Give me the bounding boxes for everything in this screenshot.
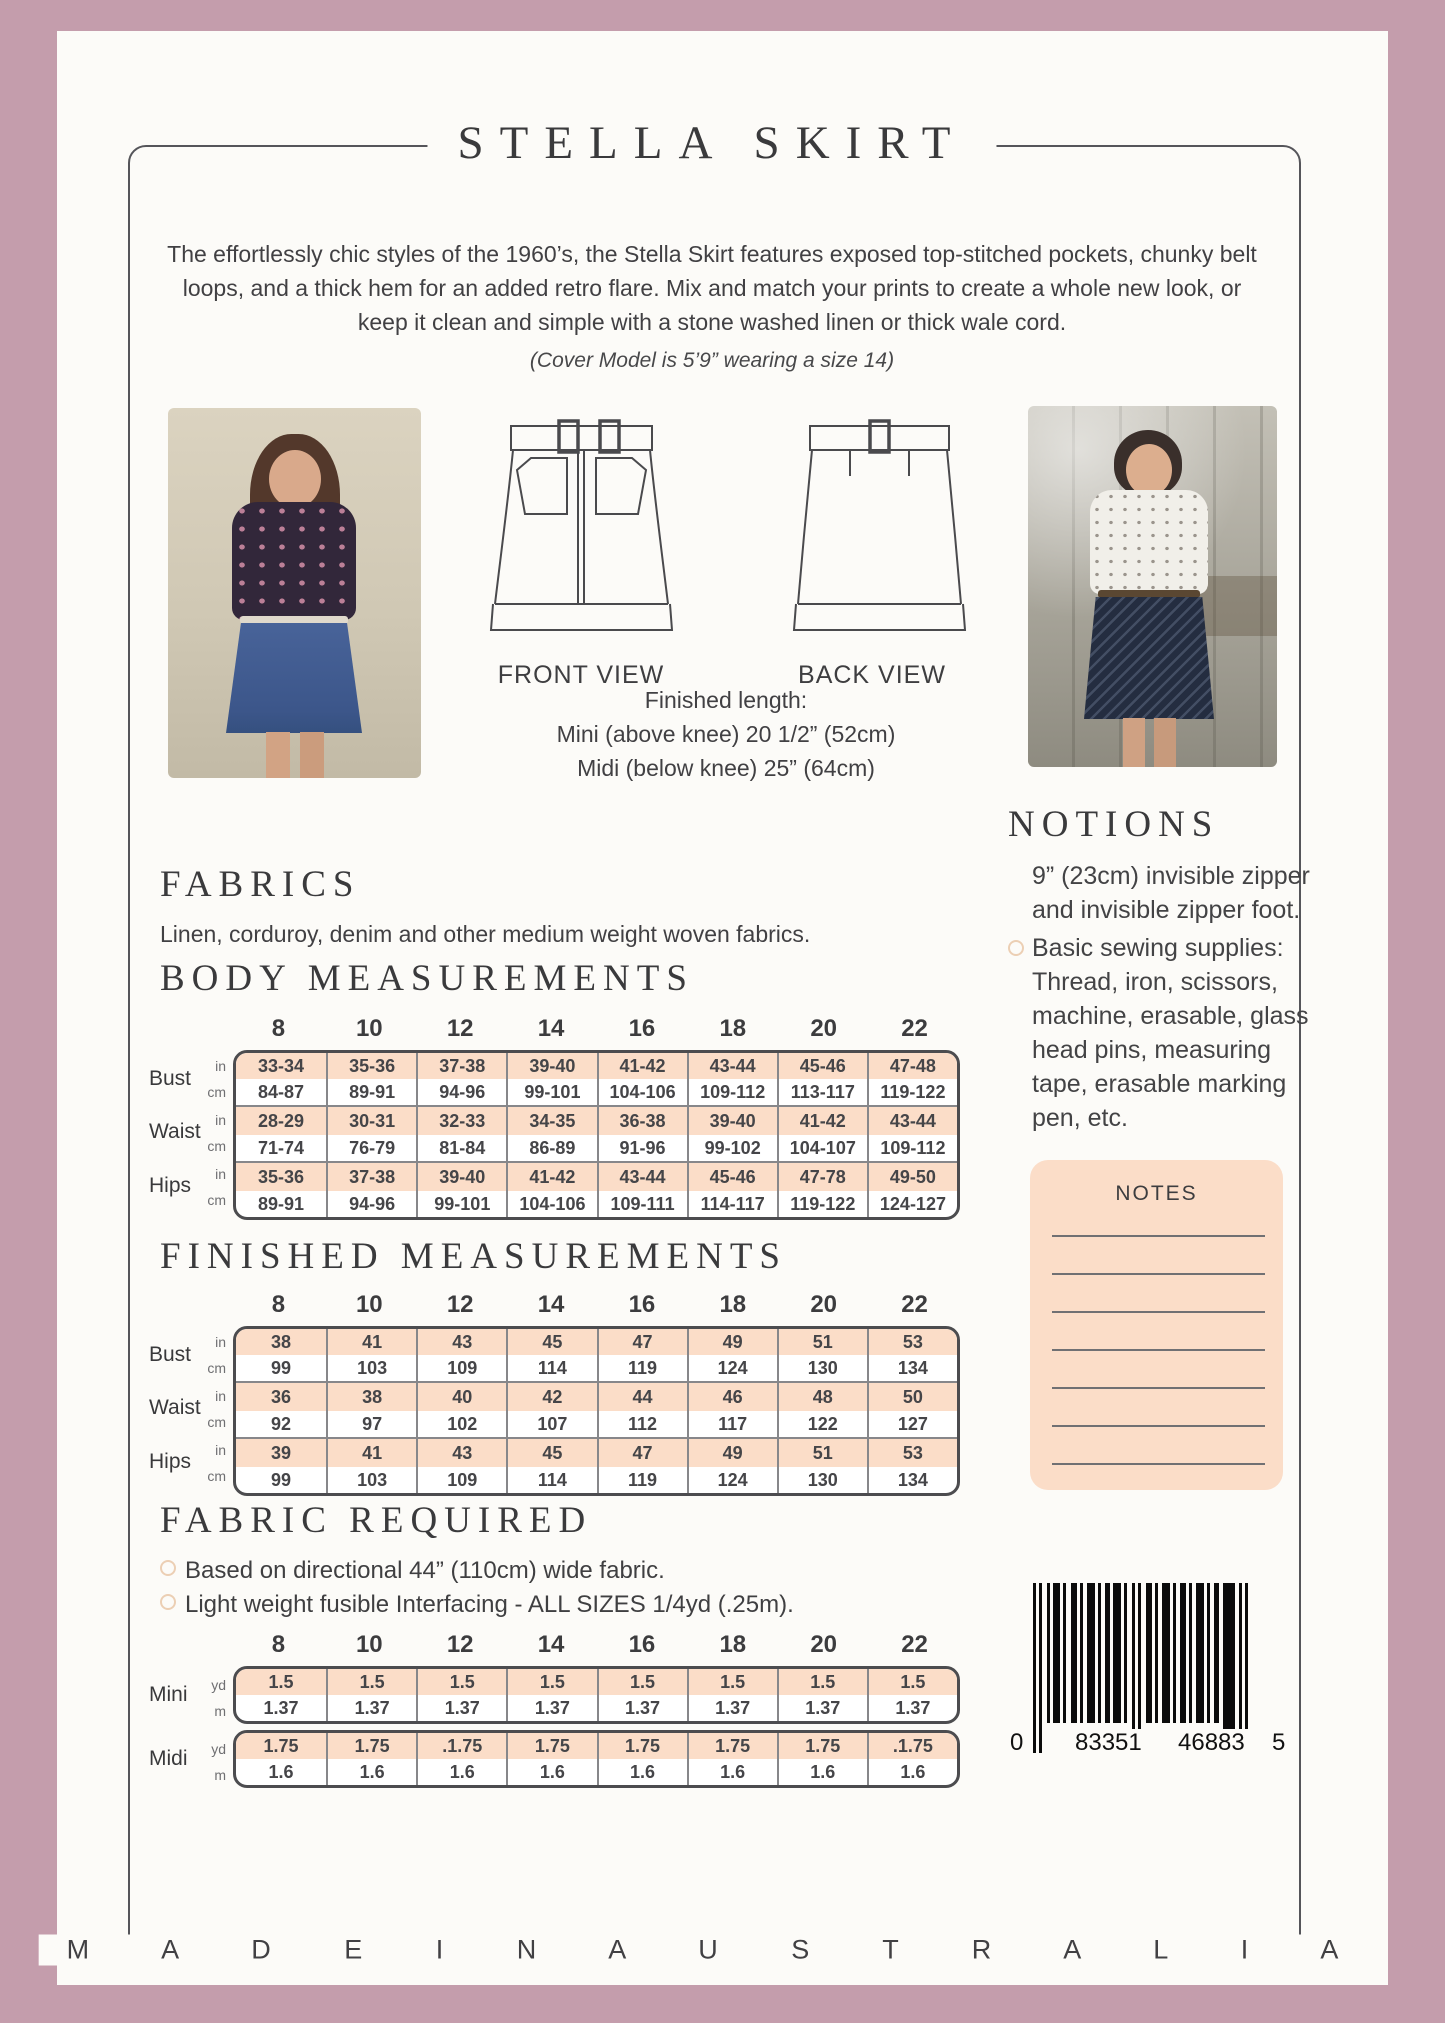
table-cell: 40 <box>416 1383 506 1411</box>
table-cell: 47 <box>597 1439 687 1467</box>
row-label: Bust <box>149 1067 192 1090</box>
table-cell: 1.5 <box>687 1669 777 1695</box>
table-cell: cm <box>207 1414 226 1430</box>
table-cell: 47 <box>597 1329 687 1355</box>
model-leg <box>266 732 290 778</box>
notions-item <box>1008 931 1316 1135</box>
table-cell: 89-91 <box>326 1079 416 1105</box>
table-cell: 134 <box>867 1467 957 1493</box>
table-cell: 92 <box>271 1414 292 1434</box>
table-cell: 16 <box>628 1631 656 1658</box>
barcode-digits: 46883 <box>1175 1729 1248 1757</box>
table-row <box>236 1381 957 1411</box>
model-face <box>269 450 321 508</box>
front-view-label: FRONT VIEW <box>497 661 665 689</box>
model-leg <box>1123 718 1145 767</box>
description-line: keep it clean and simple with a stone washed linen or thick wale cord. <box>357 309 1067 335</box>
table-row <box>236 1467 957 1493</box>
fabric-required-bullet <box>160 1591 794 1619</box>
table-cell: 1.37 <box>597 1695 687 1721</box>
table-cell: 35-36 <box>326 1053 416 1079</box>
table-cell: 48 <box>777 1383 867 1411</box>
table-cell: 14 <box>537 1291 565 1318</box>
table-cell: 49-50 <box>867 1163 957 1191</box>
table-cell: 103 <box>326 1355 416 1381</box>
table-cell: 41-42 <box>506 1163 596 1191</box>
table-cell: 114 <box>506 1355 596 1381</box>
table-cell: 119-122 <box>867 1079 957 1105</box>
table-cell: 1.37 <box>326 1695 416 1721</box>
unit-labels <box>201 1105 233 1159</box>
table-cell: .1.75 <box>416 1733 506 1759</box>
table-cell: 91-96 <box>597 1135 687 1161</box>
table-values <box>233 1730 960 1788</box>
notes-writing-line <box>1052 1463 1265 1465</box>
page-title: STELLA SKIRT <box>427 116 996 170</box>
table-cell: 46 <box>687 1383 777 1411</box>
table-cell: yd <box>211 1741 226 1757</box>
table-cell: 1.37 <box>263 1698 299 1718</box>
notions-item: 9” (23cm) invisible zipper and invisible zipper foot. <box>1032 862 1310 924</box>
table-cell: 43-44 <box>867 1107 957 1135</box>
table-values <box>233 1050 960 1220</box>
table-cell: 127 <box>867 1411 957 1437</box>
table-cell: 1.6 <box>867 1759 957 1785</box>
table-cell: 14 <box>537 1631 565 1658</box>
table-row <box>236 1135 957 1161</box>
model-belt <box>1098 590 1200 598</box>
table-cell: 45 <box>506 1329 596 1355</box>
table-cell: 1.5 <box>597 1669 687 1695</box>
bullet-text: Light weight fusible Interfacing - ALL SIZES 1/4yd (.25m). <box>185 1591 794 1618</box>
table-cell: 99-101 <box>416 1191 506 1217</box>
unit-labels <box>201 1053 233 1105</box>
table-cell: 124-127 <box>867 1191 957 1217</box>
table-cell: 1.6 <box>326 1759 416 1785</box>
cover-photo-front <box>168 408 421 778</box>
table-cell: 1.37 <box>867 1695 957 1721</box>
table-cell: 22 <box>901 1015 928 1042</box>
table-cell: m <box>214 1703 226 1719</box>
table-cell: 34-35 <box>506 1107 596 1135</box>
model-denim-skirt <box>226 623 362 733</box>
finished-measurements-table <box>149 1291 960 1496</box>
table-cell: 43-44 <box>687 1053 777 1079</box>
model-face <box>1126 444 1172 496</box>
back-view-label: BACK VIEW <box>798 661 946 689</box>
table-cell: 104-106 <box>506 1191 596 1217</box>
table-cell: 43-44 <box>597 1163 687 1191</box>
table-cell: 38 <box>271 1332 292 1352</box>
bullet-text: Based on directional 44” (110cm) wide fabric. <box>185 1557 665 1584</box>
table-cell: 71-74 <box>258 1138 305 1158</box>
table-cell: 32-33 <box>416 1107 506 1135</box>
back-view-sketch <box>778 408 981 650</box>
table-row <box>236 1759 957 1785</box>
notes-writing-line <box>1052 1387 1265 1389</box>
table-cell: 36 <box>271 1387 292 1407</box>
row-label: Bust <box>149 1343 192 1366</box>
table-cell: 1.75 <box>263 1736 299 1756</box>
table-cell: 114-117 <box>687 1191 777 1217</box>
table-cell: 41-42 <box>777 1107 867 1135</box>
table-cell: 130 <box>777 1355 867 1381</box>
row-label: Hips <box>149 1450 192 1473</box>
table-cell: 1.6 <box>506 1759 596 1785</box>
table-cell: in <box>215 1112 226 1128</box>
table-cell: 47-48 <box>867 1053 957 1079</box>
bullet-circle-icon <box>1008 940 1024 956</box>
barcode-digit: 5 <box>1269 1729 1288 1757</box>
table-cell: 1.37 <box>687 1695 777 1721</box>
table-cell: 14 <box>537 1015 565 1042</box>
notes-heading: NOTES <box>1115 1182 1198 1205</box>
table-cell: 1.37 <box>416 1695 506 1721</box>
table-cell: 18 <box>719 1631 747 1658</box>
table-cell: 103 <box>326 1467 416 1493</box>
table-cell: cm <box>207 1192 226 1208</box>
notes-writing-line <box>1052 1425 1265 1427</box>
table-cell: 102 <box>416 1411 506 1437</box>
notions-list <box>1008 859 1316 1139</box>
table-row <box>236 1437 957 1467</box>
bullet-circle-icon <box>160 1560 176 1576</box>
description-line: loops, and a thick hem for an added retro flare. Mix and match your prints to create a whole new look, or <box>182 275 1242 301</box>
table-values <box>233 1666 960 1724</box>
table-cell: 99-102 <box>687 1135 777 1161</box>
table-cell: 119-122 <box>777 1191 867 1217</box>
table-cell: 112 <box>597 1411 687 1437</box>
body-measurements-heading: BODY MEASUREMENTS <box>160 958 694 999</box>
table-cell: 109 <box>416 1467 506 1493</box>
table-cell: cm <box>207 1468 226 1484</box>
fabric-required-bullet <box>160 1557 665 1585</box>
table-cell: 51 <box>777 1439 867 1467</box>
table-cell: 1.6 <box>416 1759 506 1785</box>
table-cell: 39 <box>271 1443 292 1463</box>
table-cell: 76-79 <box>326 1135 416 1161</box>
upc-barcode <box>1007 1583 1287 1783</box>
table-cell: 89-91 <box>258 1194 305 1214</box>
table-cell: 18 <box>719 1291 747 1318</box>
table-cell: 45-46 <box>687 1163 777 1191</box>
table-cell: 20 <box>810 1015 838 1042</box>
table-cell: 39-40 <box>416 1163 506 1191</box>
table-cell: 130 <box>777 1467 867 1493</box>
table-cell: 51 <box>777 1329 867 1355</box>
barcode-digit: 0 <box>1007 1729 1026 1757</box>
table-cell: .1.75 <box>867 1733 957 1759</box>
table-cell: 99 <box>271 1470 292 1490</box>
table-cell: 12 <box>446 1291 474 1318</box>
front-view-sketch <box>473 408 690 650</box>
fabric-required-table <box>149 1631 960 1788</box>
table-row <box>236 1733 957 1759</box>
model-leg <box>1154 718 1176 767</box>
table-cell: 45 <box>506 1439 596 1467</box>
row-label-column <box>149 1050 233 1220</box>
table-cell: 107 <box>506 1411 596 1437</box>
table-cell: 97 <box>326 1411 416 1437</box>
table-cell: 39-40 <box>687 1107 777 1135</box>
notes-writing-line <box>1052 1235 1265 1237</box>
table-cell: 12 <box>446 1631 474 1658</box>
table-cell: 49 <box>687 1439 777 1467</box>
table-cell: in <box>215 1442 226 1458</box>
table-cell: 99 <box>271 1358 292 1378</box>
table-cell: 109 <box>416 1355 506 1381</box>
table-row <box>236 1161 957 1191</box>
table-cell: 49 <box>687 1329 777 1355</box>
table-cell: 28-29 <box>258 1111 305 1131</box>
size-header-row <box>233 1015 960 1043</box>
table-cell: 47-78 <box>777 1163 867 1191</box>
table-cell: 94-96 <box>326 1191 416 1217</box>
unit-labels <box>201 1381 233 1435</box>
table-cell: 12 <box>446 1015 474 1042</box>
table-cell: 20 <box>810 1631 838 1658</box>
table-cell: 1.5 <box>867 1669 957 1695</box>
unit-labels <box>201 1159 233 1213</box>
notions-item-text: Basic sewing supplies: Thread, iron, scissors, machine, erasable, glass head pins, measuring tape, erasable marking pen, etc. <box>1032 934 1309 1132</box>
table-cell: 99-101 <box>506 1079 596 1105</box>
table-row <box>236 1079 957 1105</box>
table-cell: 16 <box>628 1291 656 1318</box>
table-cell: 41-42 <box>597 1053 687 1079</box>
table-cell: in <box>215 1058 226 1074</box>
table-cell: 35-36 <box>258 1167 305 1187</box>
table-row <box>236 1695 957 1721</box>
model-white-blouse <box>1090 490 1208 594</box>
table-cell: 10 <box>355 1631 383 1658</box>
table-row <box>236 1053 957 1079</box>
table-cell: 134 <box>867 1355 957 1381</box>
notes-writing-line <box>1052 1273 1265 1275</box>
made-in-australia-label: M A D E I N A U S T R A L I A <box>39 1935 1386 1966</box>
table-cell: 44 <box>597 1383 687 1411</box>
table-cell: 36-38 <box>597 1107 687 1135</box>
table-cell: cm <box>207 1084 226 1100</box>
table-values <box>233 1326 960 1496</box>
cover-model-note: (Cover Model is 5’9” wearing a size 14) <box>529 349 895 372</box>
table-cell: 39-40 <box>506 1053 596 1079</box>
table-cell: 8 <box>271 1015 286 1042</box>
table-cell: in <box>215 1334 226 1350</box>
table-cell: 38 <box>326 1383 416 1411</box>
table-cell: 104-106 <box>597 1079 687 1105</box>
table-cell: 1.6 <box>268 1762 294 1782</box>
table-cell: 41 <box>326 1329 416 1355</box>
table-cell: in <box>215 1166 226 1182</box>
table-cell: 53 <box>867 1329 957 1355</box>
table-cell: 30-31 <box>326 1107 416 1135</box>
table-cell: 1.5 <box>268 1672 294 1692</box>
size-header-row <box>233 1291 960 1319</box>
unit-labels <box>201 1730 233 1788</box>
row-label: Midi <box>149 1747 188 1770</box>
model-floral-blouse <box>232 502 356 620</box>
body-measurements-table <box>149 1015 960 1220</box>
table-cell: 22 <box>901 1631 928 1658</box>
table-cell: 1.5 <box>416 1669 506 1695</box>
notes-writing-line <box>1052 1349 1265 1351</box>
unit-labels <box>201 1329 233 1381</box>
fabric-required-heading: FABRIC REQUIRED <box>160 1500 593 1541</box>
table-cell: in <box>215 1388 226 1404</box>
size-header-row <box>233 1631 960 1659</box>
model-leg <box>300 732 324 778</box>
table-row <box>236 1329 957 1355</box>
finished-measurements-heading: FINISHED MEASUREMENTS <box>160 1236 788 1277</box>
table-cell: 1.75 <box>777 1733 867 1759</box>
table-cell: 8 <box>271 1631 286 1658</box>
table-cell: 8 <box>271 1291 286 1318</box>
table-cell: yd <box>211 1677 226 1693</box>
table-cell: 1.75 <box>597 1733 687 1759</box>
table-cell: 86-89 <box>506 1135 596 1161</box>
fabrics-heading: FABRICS <box>160 864 361 905</box>
table-cell: 1.6 <box>597 1759 687 1785</box>
table-cell: 10 <box>355 1291 383 1318</box>
notions-heading: NOTIONS <box>1008 804 1220 845</box>
product-description <box>152 237 1272 339</box>
table-cell: 124 <box>687 1467 777 1493</box>
table-cell: 45-46 <box>777 1053 867 1079</box>
table-row <box>236 1355 957 1381</box>
table-cell: 22 <box>901 1291 928 1318</box>
table-cell: 117 <box>687 1411 777 1437</box>
table-cell: 81-84 <box>416 1135 506 1161</box>
row-label: Hips <box>149 1174 192 1197</box>
notes-writing-line <box>1052 1311 1265 1313</box>
table-cell: 43 <box>416 1329 506 1355</box>
row-label: Waist <box>149 1396 201 1419</box>
row-label-column <box>149 1730 233 1788</box>
notes-box <box>1030 1160 1283 1490</box>
table-cell: cm <box>207 1138 226 1154</box>
table-cell: 1.37 <box>777 1695 867 1721</box>
table-cell: m <box>214 1767 226 1783</box>
table-cell: 1.5 <box>777 1669 867 1695</box>
table-cell: 1.37 <box>506 1695 596 1721</box>
table-cell: 18 <box>719 1015 747 1042</box>
table-cell: 122 <box>777 1411 867 1437</box>
table-cell: 50 <box>867 1383 957 1411</box>
table-cell: 37-38 <box>416 1053 506 1079</box>
description-line: The effortlessly chic styles of the 1960’s, the Stella Skirt features exposed top-stitched pockets, chunky belt <box>167 241 1257 267</box>
table-cell: 109-112 <box>867 1135 957 1161</box>
envelope-page <box>57 31 1388 1985</box>
fabrics-text: Linen, corduroy, denim and other medium weight woven fabrics. <box>160 921 811 947</box>
table-cell: 113-117 <box>777 1079 867 1105</box>
table-cell: 41 <box>326 1439 416 1467</box>
table-cell: 84-87 <box>258 1082 305 1102</box>
finished-length-line: Midi (below knee) 25” (64cm) <box>577 755 875 781</box>
finished-length-note <box>526 683 926 785</box>
table-cell: cm <box>207 1360 226 1376</box>
table-cell: 53 <box>867 1439 957 1467</box>
row-label-column <box>149 1666 233 1724</box>
table-cell: 1.5 <box>326 1669 416 1695</box>
table-cell: 109-111 <box>597 1191 687 1217</box>
table-cell: 94-96 <box>416 1079 506 1105</box>
barcode-digits: 83351 <box>1072 1729 1145 1757</box>
table-cell: 1.6 <box>687 1759 777 1785</box>
table-cell: 114 <box>506 1467 596 1493</box>
table-cell: 104-107 <box>777 1135 867 1161</box>
table-cell: 43 <box>416 1439 506 1467</box>
table-row <box>236 1411 957 1437</box>
table-cell: 119 <box>597 1355 687 1381</box>
finished-length-line: Finished length: <box>644 687 808 713</box>
table-cell: 20 <box>810 1291 838 1318</box>
table-row <box>236 1105 957 1135</box>
unit-labels <box>201 1666 233 1724</box>
table-cell: 16 <box>628 1015 656 1042</box>
table-cell: 119 <box>597 1467 687 1493</box>
table-cell: 33-34 <box>258 1056 305 1076</box>
table-cell: 1.75 <box>326 1733 416 1759</box>
cover-photo-back <box>1028 406 1277 767</box>
row-label-column <box>149 1326 233 1496</box>
table-cell: 42 <box>506 1383 596 1411</box>
table-cell: 1.75 <box>506 1733 596 1759</box>
table-cell: 1.6 <box>777 1759 867 1785</box>
table-cell: 124 <box>687 1355 777 1381</box>
model-belt <box>240 616 348 624</box>
finished-length-line: Mini (above knee) 20 1/2” (52cm) <box>556 721 896 747</box>
table-row <box>236 1669 957 1695</box>
row-label: Waist <box>149 1120 201 1143</box>
table-cell: 1.5 <box>506 1669 596 1695</box>
bullet-circle-icon <box>160 1594 176 1610</box>
table-cell: 37-38 <box>326 1163 416 1191</box>
table-cell: 109-112 <box>687 1079 777 1105</box>
table-cell: 10 <box>355 1015 383 1042</box>
row-label: Mini <box>149 1683 188 1706</box>
table-cell: 1.75 <box>687 1733 777 1759</box>
table-row <box>236 1191 957 1217</box>
model-dark-skirt <box>1084 597 1214 719</box>
unit-labels <box>201 1435 233 1489</box>
